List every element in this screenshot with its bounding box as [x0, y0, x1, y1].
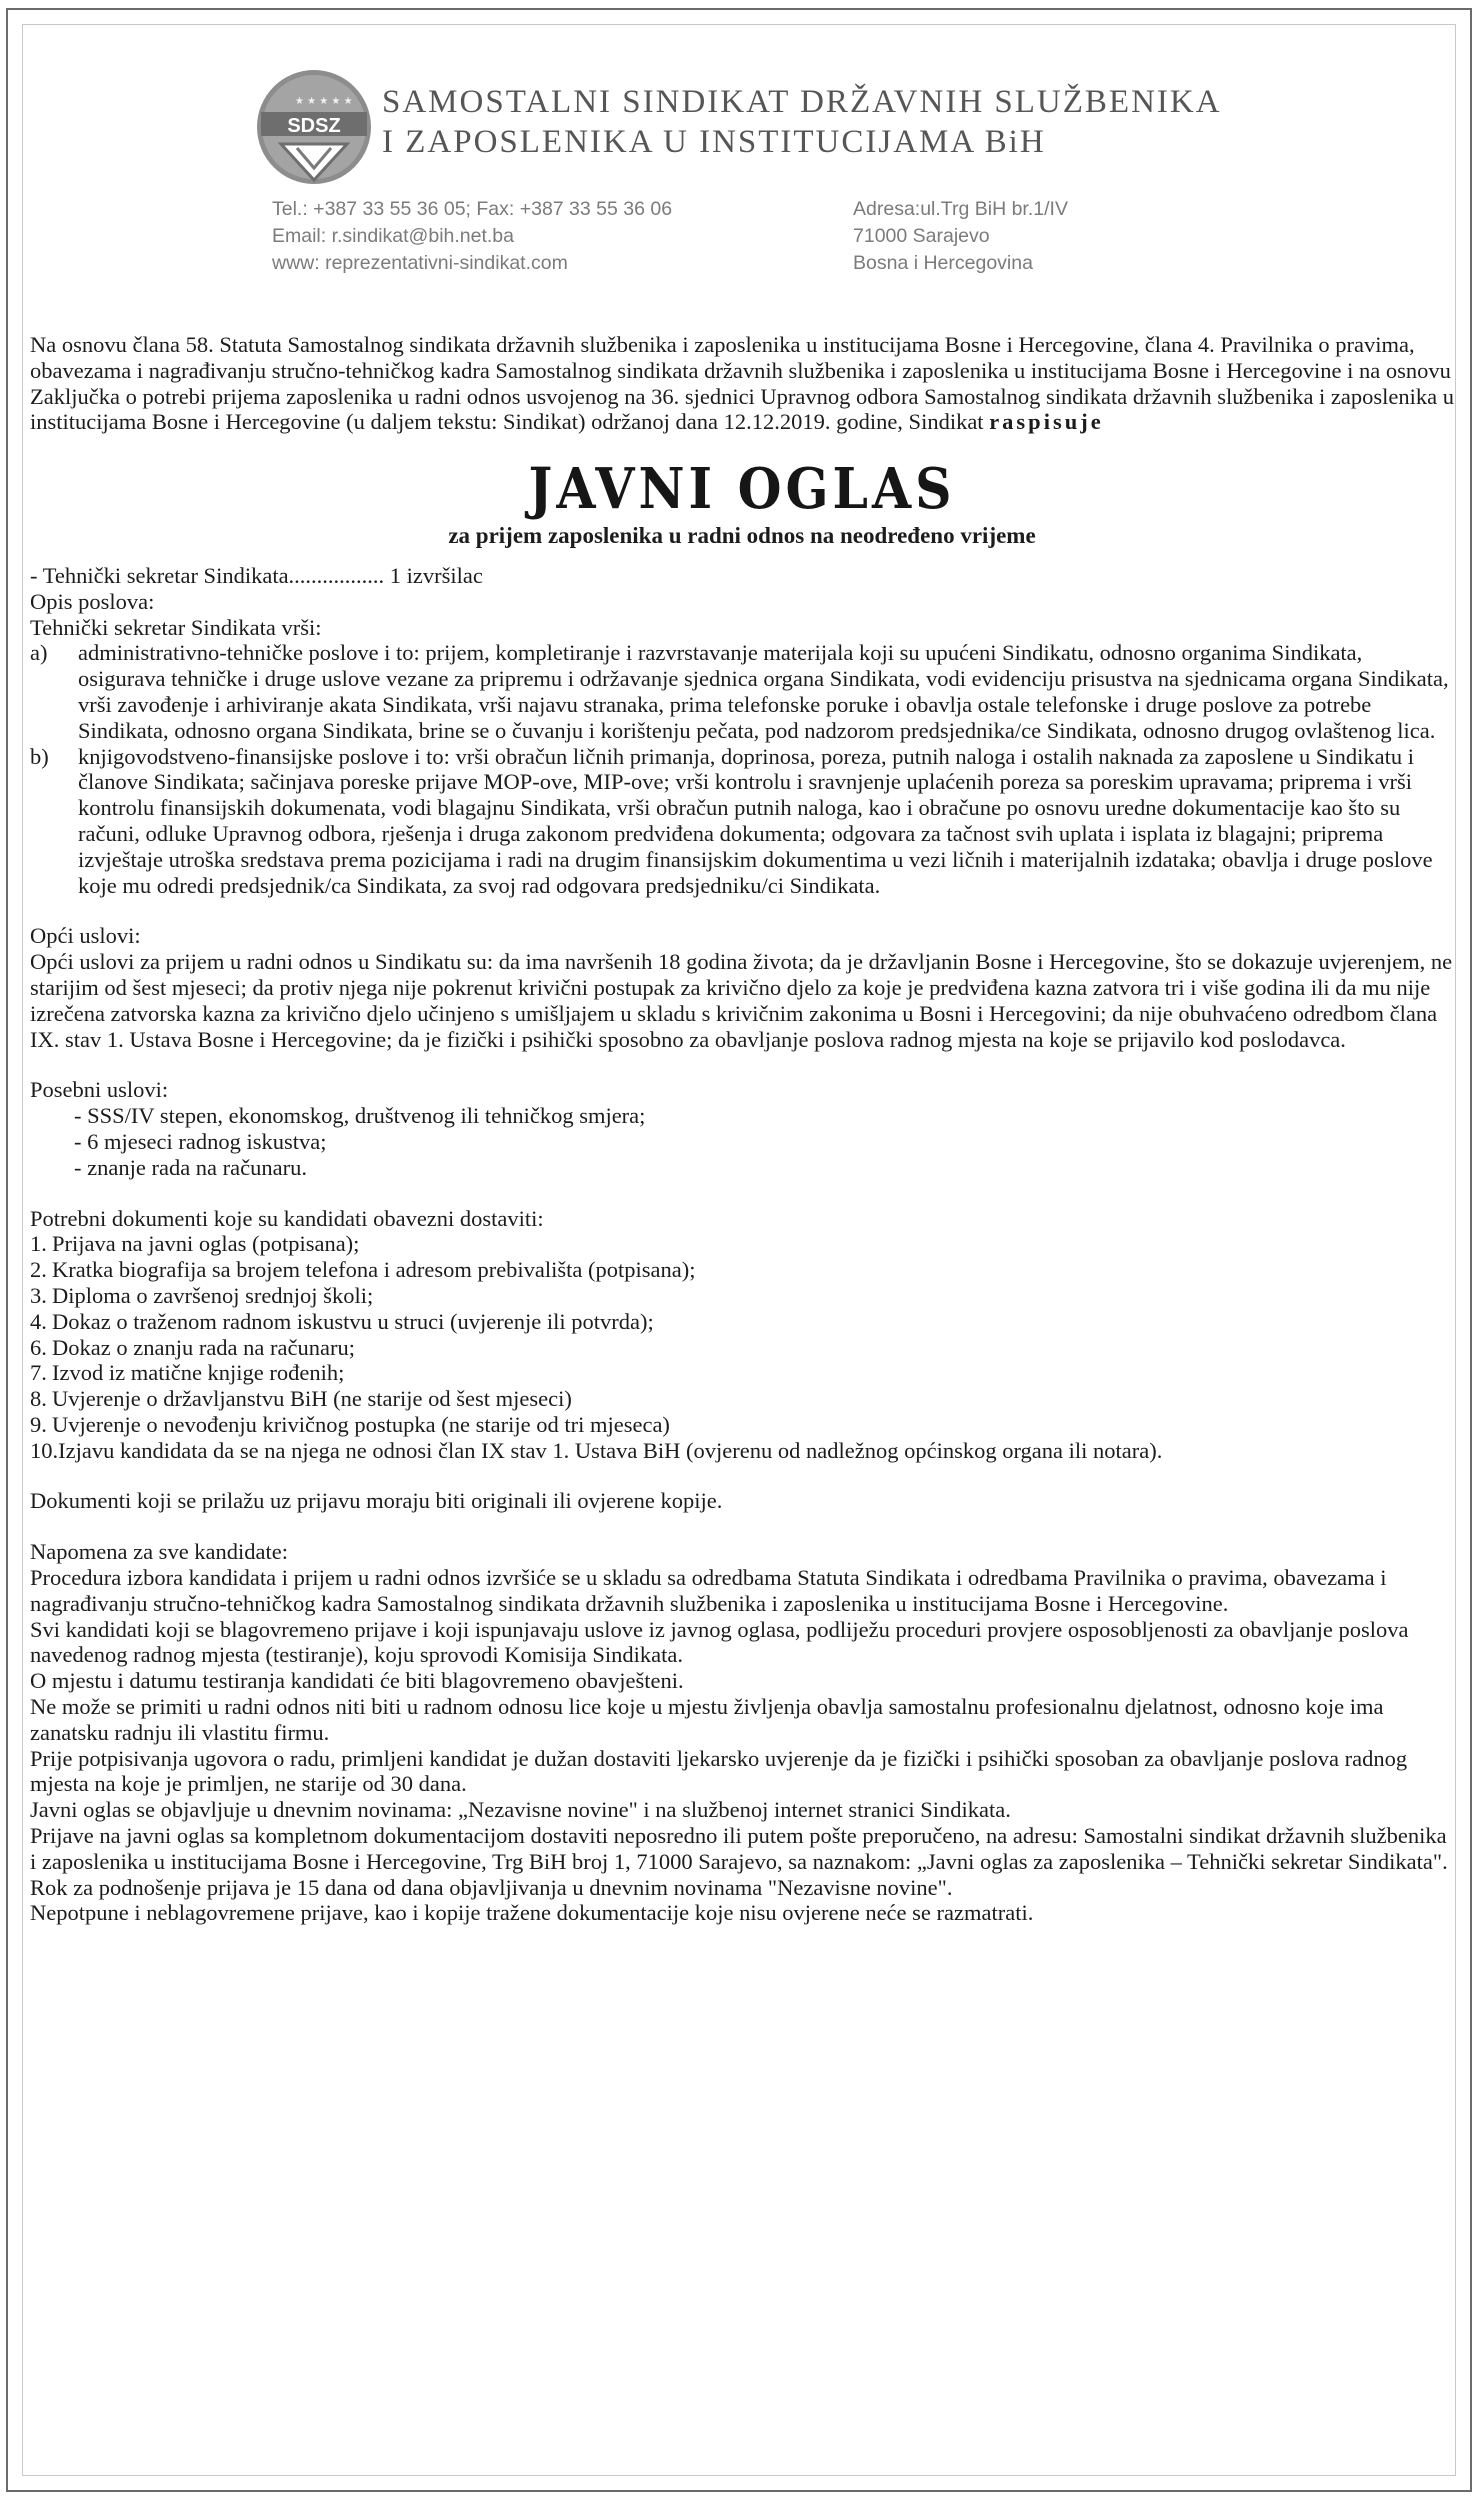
napomena-line: Javni oglas se objavljuje u dnevnim novinama: „Nezavisne novine" i na službenoj internet stranici Sindikata.: [30, 1797, 1011, 1823]
email: Email: r.sindikat@bih.net.ba: [272, 225, 514, 247]
duty-item: [30, 640, 1454, 743]
item-text: Prijava na javni oglas (potpisana);: [52, 1231, 360, 1257]
docs-note: Dokumenti koji se prilažu uz prijavu moraju biti originali ili ovjerene kopije.: [30, 1488, 723, 1514]
item-number: 1.: [30, 1231, 47, 1257]
list-item: [30, 1257, 1454, 1283]
docs-list: [30, 1231, 1454, 1463]
intro-text: Na osnovu člana 58. Statuta Samostalnog sindikata državnih službenika i zaposlenika u institucijama Bosne i Hercegovine, člana 4. Pravilnika o pravima, obavezama i nagrađivanju stručno-tehničkog kadra Samostalnog sindikata državnih službenika i zaposlenika u institucijama Bosne i Hercegovine i na osnovu Zaključka o potrebi prijema zaposlenika u radni odnos usvojenog na 36. sjednici Upravnog odbora Samostalnog sindikata državnih službenika i zaposlenika u institucijama Bosne i Hercegovine (u daljem tekstu: Sindikat) održanoj dana 12.12.2019. godine, Sindikat: [30, 332, 1455, 435]
svg-text:★ ★ ★ ★ ★: ★ ★ ★ ★ ★: [295, 96, 353, 107]
napomena-line: Rok za podnošenje prijava je 15 dana od dana objavljivanja u dnevnim novinama "Nezavisne novine".: [30, 1874, 953, 1900]
opci-text: Opći uslovi za prijem u radni odnos u Sindikatu su: da ima navršenih 18 godina života; da je državljanin Bosne i Hercegovine, što se dokazuje uvjerenjem, ne starijim od šest mjeseci; da protiv njega nije pokrenut krivični postupak za krivično djelo za koje je predviđena kazna zatvora tri i više godina ili da mu nije izrečena zatvorska kazna za krivično djelo učinjeno s umišljajem u skladu s krivičnim zakonima u Bosni i Hercegovini; da nije obuhvaćeno odredbom člana IX. stav 1. Ustava Bosne i Hercegovine; da je fizički i psihički sposobno za obavljanje poslova radnog mjesta na koje se prijavilo kod poslodavca.: [30, 949, 1453, 1052]
napomena-line: Ne može se primiti u radni odnos niti biti u radnom odnosu lice koje u mjestu življenja obavlja samostalnu profesionalnu djelatnost, odnosno koje ima zanatsku radnju ili vlastitu firmu.: [30, 1694, 1384, 1745]
napomena-line: Nepotpune i neblagovremene prijave, kao i kopije tražene dokumentacije koje nisu ovjerene neće se razmatrati.: [30, 1900, 1034, 1926]
address-city: 71000 Sarajevo: [853, 225, 990, 247]
organization-name: [382, 82, 1222, 162]
phone-fax: Tel.: +387 33 55 36 05; Fax: +387 33 55 36 06: [272, 198, 673, 220]
document-subtitle: za prijem zaposlenika u radni odnos na neodređeno vrijeme: [448, 523, 1036, 549]
duty-text: administrativno-tehničke poslove i to: prijem, kompletiranje i razvrstavanje materijala koji su upućeni Sindikatu, odnosno organima Sindikata, osigurava tehničke i druge uslove vezane za pripremu i održavanje sjednica organa Sindikata, vodi evidenciju prisustva na sjednicama organa Sindikata, vrši zavođenje i arhiviranje akata Sindikata, vrši najavu stranaka, prima telefonske poruke i obavlja ostale telefonske i druge poslove za potrebe Sindikata, odnosno organa Sindikata, brine se o čuvanju i korištenju pečata, pod nadzorom predsjednika/ce Sindikata, odnosno drugog ovlaštenog lica.: [78, 640, 1449, 743]
opis-intro: Tehnički sekretar Sindikata vrši:: [30, 614, 322, 640]
napomena-heading: Napomena za sve kandidate:: [30, 1539, 289, 1565]
list-item: - SSS/IV stepen, ekonomskog, društvenog ili tehničkog smjera;: [74, 1103, 1454, 1129]
duty-text: knjigovodstveno-finansijske poslove i to: vrši obračun ličnih primanja, doprinosa, poreza, putnih naloga i ostalih naknada za zaposlene u Sindikatu i članove Sindikata; sačinjava poreske prijave MOP-ove, MIP-ove; vrši kontrolu i sravnjenje uplaćenih poreza sa poreskim upravama; priprema i vrši kontrolu finansijskih dokumenata, vodi blagajnu Sindikata, vrši obračun putnih naloga, kao i obračune po osnovu uredne dokumentacije kao što su računi, odluke Upravnog odbora, rješenja i druga zakonom predviđena dokumenta; odgovara za tačnost svih uplata i isplata iz blagajni; priprema izvještaje utroška sredstava prema pozicijama i radi na drugim finansijskim dokumentima u vezi ličnih i materijalnih izdataka; obavlja i druge poslove koje mu odredi predsjednik/ca Sindikata, za svoj rad odgovara predsjedniku/ci Sindikata.: [78, 743, 1433, 898]
item-number: 9.: [30, 1411, 47, 1437]
contact-info: [272, 196, 672, 277]
item-number: 3.: [30, 1282, 47, 1308]
org-line-2: I ZAPOSLENIKA U INSTITUCIJAMA BiH: [382, 124, 1046, 160]
website: www: reprezentativni-sindikat.com: [272, 252, 568, 274]
item-text: Izjavu kandidata da se na njega ne odnosi član IX stav 1. Ustava BiH (ovjerenu od nadležnog općinskog organa ili notara).: [58, 1437, 1163, 1463]
item-number: 7.: [30, 1360, 47, 1386]
item-text: Uvjerenje o nevođenju krivičnog postupka (ne starije od tri mjeseca): [52, 1411, 670, 1437]
posebni-list: [30, 1103, 1454, 1180]
docs-heading: Potrebni dokumenti koje su kandidati obavezni dostaviti:: [30, 1205, 544, 1231]
item-number: 8.: [30, 1386, 47, 1412]
item-text: Kratka biografija sa brojem telefona i adresom prebivališta (potpisana);: [52, 1257, 696, 1283]
list-item: [30, 1335, 1454, 1361]
list-item: [30, 1438, 1454, 1464]
address-info: [853, 196, 1068, 277]
address-street: Adresa:ul.Trg BiH br.1/IV: [853, 198, 1068, 220]
duty-marker: a): [30, 640, 48, 666]
napomena-line: Procedura izbora kandidata i prijem u radni odnos izvršiće se u skladu sa odredbama Statuta Sindikata i odredbama Pravilnika o pravima, obavezama i nagrađivanju stručno-tehničkog kadra Samostalnog sindikata državnih službenika i zaposlenika u institucijama Bosne i Hercegovine.: [30, 1565, 1387, 1616]
org-line-1: SAMOSTALNI SINDIKAT DRŽAVNIH SLUŽBENIKA: [382, 84, 1222, 120]
napomena-line: O mjestu i datumu testiranja kandidati će biti blagovremeno obavješteni.: [30, 1668, 684, 1694]
intro-emphasis: raspisuje: [989, 409, 1104, 435]
list-item: - znanje rada na računaru.: [74, 1155, 1454, 1181]
napomena-line: Prijave na javni oglas sa kompletnom dokumentacijom dostaviti neposredno ili putem pošte preporučeno, na adresu: Samostalni sindikat državnih službenika i zaposlenika u institucijama Bosne i Hercegovine, Trg BiH broj 1, 71000 Sarajevo, sa naznakom: „Javni oglas za zaposlenika – Tehnički sekretar Sindikata".: [30, 1823, 1448, 1874]
duty-item: [30, 744, 1454, 899]
duty-marker: b): [30, 743, 49, 769]
item-text: Izvod iz matične knjige rođenih;: [52, 1360, 345, 1386]
napomena-line: Prije potpisivanja ugovora o radu, primljeni kandidat je dužan dostaviti ljekarsko uvjerenje da je fizički i psihički sposoban za obavljanje poslova radnog mjesta na koje je primljen, ne starije od 30 dana.: [30, 1745, 1408, 1797]
list-item: [30, 1283, 1454, 1309]
list-item: [30, 1360, 1454, 1386]
svg-text:SDSZ: SDSZ: [287, 115, 341, 137]
sdsz-logo: [255, 68, 373, 186]
document-body: [30, 332, 1454, 1926]
list-item: [30, 1309, 1454, 1335]
position-line: - Tehnički sekretar Sindikata................. 1 izvršilac: [30, 562, 483, 588]
posebni-heading: Posebni uslovi:: [30, 1077, 169, 1103]
document-title: JAVNI OGLAS: [528, 456, 956, 523]
item-text: Uvjerenje o državljanstvu BiH (ne starije od šest mjeseci): [52, 1386, 572, 1412]
item-number: 4.: [30, 1308, 47, 1334]
napomena-line: Svi kandidati koji se blagovremeno prijave i koji ispunjavaju uslove iz javnog oglasa, podliježu proceduri provjere osposobljenosti za obavljanje poslova navedenog radnog mjesta (testiranje), koju sprovodi Komisija Sindikata.: [30, 1616, 1409, 1668]
intro-paragraph: [30, 332, 1454, 435]
list-item: [30, 1231, 1454, 1257]
list-item: [30, 1412, 1454, 1438]
opis-heading: Opis poslova:: [30, 588, 155, 614]
address-country: Bosna i Hercegovina: [853, 252, 1033, 274]
opci-heading: Opći uslovi:: [30, 923, 141, 949]
item-number: 2.: [30, 1257, 47, 1283]
item-number: 10.: [30, 1437, 59, 1463]
item-number: 6.: [30, 1334, 47, 1360]
item-text: Dokaz o znanju rada na računaru;: [52, 1334, 355, 1360]
list-item: - 6 mjeseci radnog iskustva;: [74, 1129, 1454, 1155]
list-item: [30, 1386, 1454, 1412]
item-text: Diploma o završenoj srednjoj školi;: [52, 1282, 374, 1308]
item-text: Dokaz o traženom radnom iskustvu u struci (uvjerenje ili potvrda);: [52, 1308, 654, 1334]
